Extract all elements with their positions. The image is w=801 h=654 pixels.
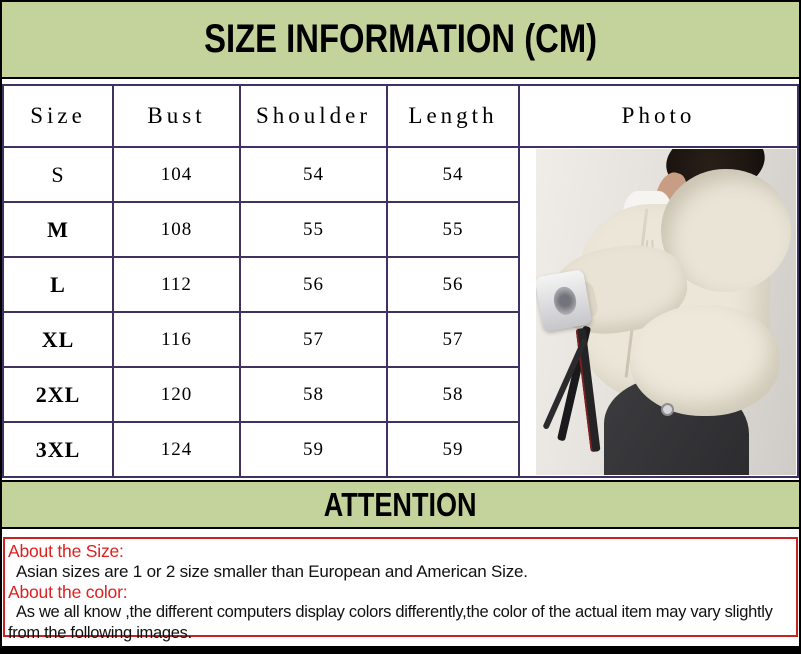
zipper-pull xyxy=(661,403,674,416)
size-cell: 3XL xyxy=(3,422,113,477)
column-header-size: Size xyxy=(3,85,113,147)
photo-cell xyxy=(519,147,798,477)
shoulder-cell: 57 xyxy=(240,312,387,367)
column-header-bust: Bust xyxy=(113,85,240,147)
about-size-label: About the Size: xyxy=(8,541,124,561)
product-photo-image xyxy=(536,149,796,475)
notes-section xyxy=(3,537,798,642)
attention-banner xyxy=(2,480,799,529)
bust-cell: 104 xyxy=(113,147,240,202)
size-information-title: SIZE INFORMATION (CM) xyxy=(204,17,597,61)
attention-title: ATTENTION xyxy=(324,485,477,523)
bust-cell: 112 xyxy=(113,257,240,312)
bottom-bar xyxy=(2,646,799,652)
table-row-s xyxy=(3,147,798,202)
column-header-length: Length xyxy=(387,85,519,147)
length-cell: 55 xyxy=(387,202,519,257)
size-table xyxy=(2,84,799,478)
shoulder-cell: 56 xyxy=(240,257,387,312)
about-color-text: As we all know ,the different computers display colors differently,the color of the actual item may vary slightly from the following images. xyxy=(8,603,773,642)
size-table-header-row xyxy=(3,85,798,147)
column-header-photo: Photo xyxy=(519,85,798,147)
size-cell: M xyxy=(3,202,113,257)
camera xyxy=(536,269,592,332)
length-cell: 59 xyxy=(387,422,519,477)
about-color-label: About the color: xyxy=(8,582,128,602)
hoodie-sleeve xyxy=(630,305,781,416)
bust-cell: 124 xyxy=(113,422,240,477)
shoulder-cell: 55 xyxy=(240,202,387,257)
size-cell: 2XL xyxy=(3,367,113,422)
length-cell: 58 xyxy=(387,367,519,422)
column-header-shoulder: Shoulder xyxy=(240,85,387,147)
bust-cell: 120 xyxy=(113,367,240,422)
about-size-text: Asian sizes are 1 or 2 size smaller than European and American Size. xyxy=(16,562,528,581)
bust-cell: 108 xyxy=(113,202,240,257)
camera-lens xyxy=(551,285,578,316)
length-cell: 57 xyxy=(387,312,519,367)
shoulder-cell: 58 xyxy=(240,367,387,422)
bust-cell: 116 xyxy=(113,312,240,367)
size-cell: L xyxy=(3,257,113,312)
shoulder-cell: 54 xyxy=(240,147,387,202)
product-photo xyxy=(520,148,797,476)
length-cell: 54 xyxy=(387,147,519,202)
length-cell: 56 xyxy=(387,257,519,312)
size-information-banner xyxy=(2,2,799,79)
size-cell: S xyxy=(3,147,113,202)
size-cell: XL xyxy=(3,312,113,367)
shoulder-cell: 59 xyxy=(240,422,387,477)
